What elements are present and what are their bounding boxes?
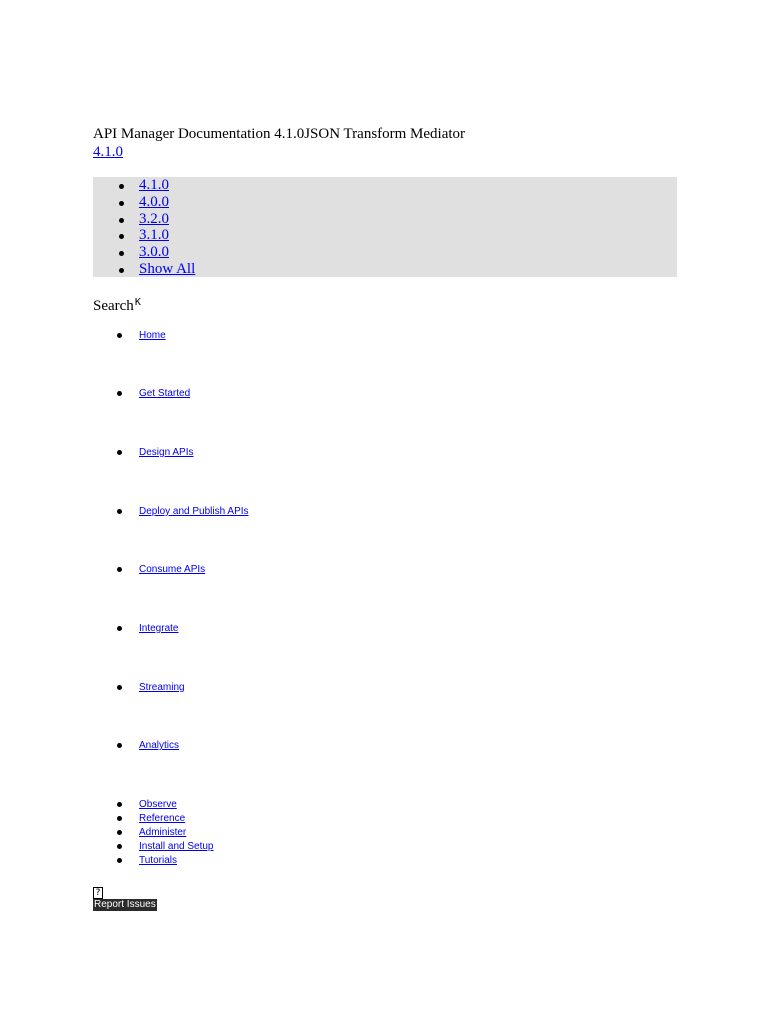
nav-link-streaming[interactable]: Streaming <box>139 682 185 693</box>
nav-link-tutorials[interactable]: Tutorials <box>139 855 177 866</box>
version-link-show-all[interactable]: Show All <box>139 260 196 277</box>
nav-link-administer[interactable]: Administer <box>139 827 187 838</box>
version-link-4-1-0[interactable]: 4.1.0 <box>139 177 169 193</box>
nav-link-observe[interactable]: Observe <box>139 799 177 810</box>
version-link-4-0-0[interactable]: 4.0.0 <box>139 193 169 210</box>
missing-glyph-icon: ? <box>93 887 103 899</box>
bullet-icon <box>119 218 124 223</box>
search-label: Search <box>93 298 134 314</box>
nav-link-design-apis[interactable]: Design APIs <box>139 447 194 458</box>
nav-link-reference[interactable]: Reference <box>139 813 186 824</box>
bullet-icon <box>117 567 122 572</box>
bullet-icon <box>119 268 124 273</box>
version-item <box>93 261 677 278</box>
nav-link-analytics[interactable]: Analytics <box>139 740 180 751</box>
nav-link-home[interactable]: Home <box>139 330 166 341</box>
bullet-icon <box>117 450 122 455</box>
version-item <box>93 227 677 244</box>
report-issues-button[interactable]: Report Issues <box>94 899 156 910</box>
bullet-icon <box>117 626 122 631</box>
current-version-link[interactable]: 4.1.0 <box>93 144 123 160</box>
version-link-3-0-0[interactable]: 3.0.0 <box>139 244 169 261</box>
nav-link-install-setup[interactable]: Install and Setup <box>139 841 214 852</box>
search-shortcut-key: K <box>134 297 141 308</box>
bullet-icon <box>117 509 122 514</box>
bullet-icon <box>117 816 122 821</box>
nav-link-integrate[interactable]: Integrate <box>139 623 179 634</box>
search-button[interactable] <box>93 294 141 315</box>
version-link-3-2-0[interactable]: 3.2.0 <box>139 210 169 227</box>
bullet-icon <box>117 333 122 338</box>
version-list <box>93 177 677 277</box>
bullet-icon <box>119 184 124 189</box>
version-item <box>93 177 677 194</box>
bullet-icon <box>117 844 122 849</box>
version-item <box>93 244 677 261</box>
page-title: API Manager Documentation 4.1.0JSON Transform Mediator <box>93 126 466 142</box>
version-item <box>93 194 677 211</box>
nav-link-consume-apis[interactable]: Consume APIs <box>139 564 206 575</box>
bullet-icon <box>117 830 122 835</box>
bullet-icon <box>117 743 122 748</box>
bullet-icon <box>119 234 124 239</box>
version-link-3-1-0[interactable]: 3.1.0 <box>139 227 169 244</box>
nav-link-deploy-publish[interactable]: Deploy and Publish APIs <box>139 506 249 517</box>
bullet-icon <box>117 802 122 807</box>
bullet-icon <box>119 201 124 206</box>
nav-link-get-started[interactable]: Get Started <box>139 388 191 399</box>
bullet-icon <box>117 858 122 863</box>
bullet-icon <box>117 391 122 396</box>
bullet-icon <box>117 685 122 690</box>
bullet-icon <box>119 251 124 256</box>
version-item <box>93 211 677 228</box>
